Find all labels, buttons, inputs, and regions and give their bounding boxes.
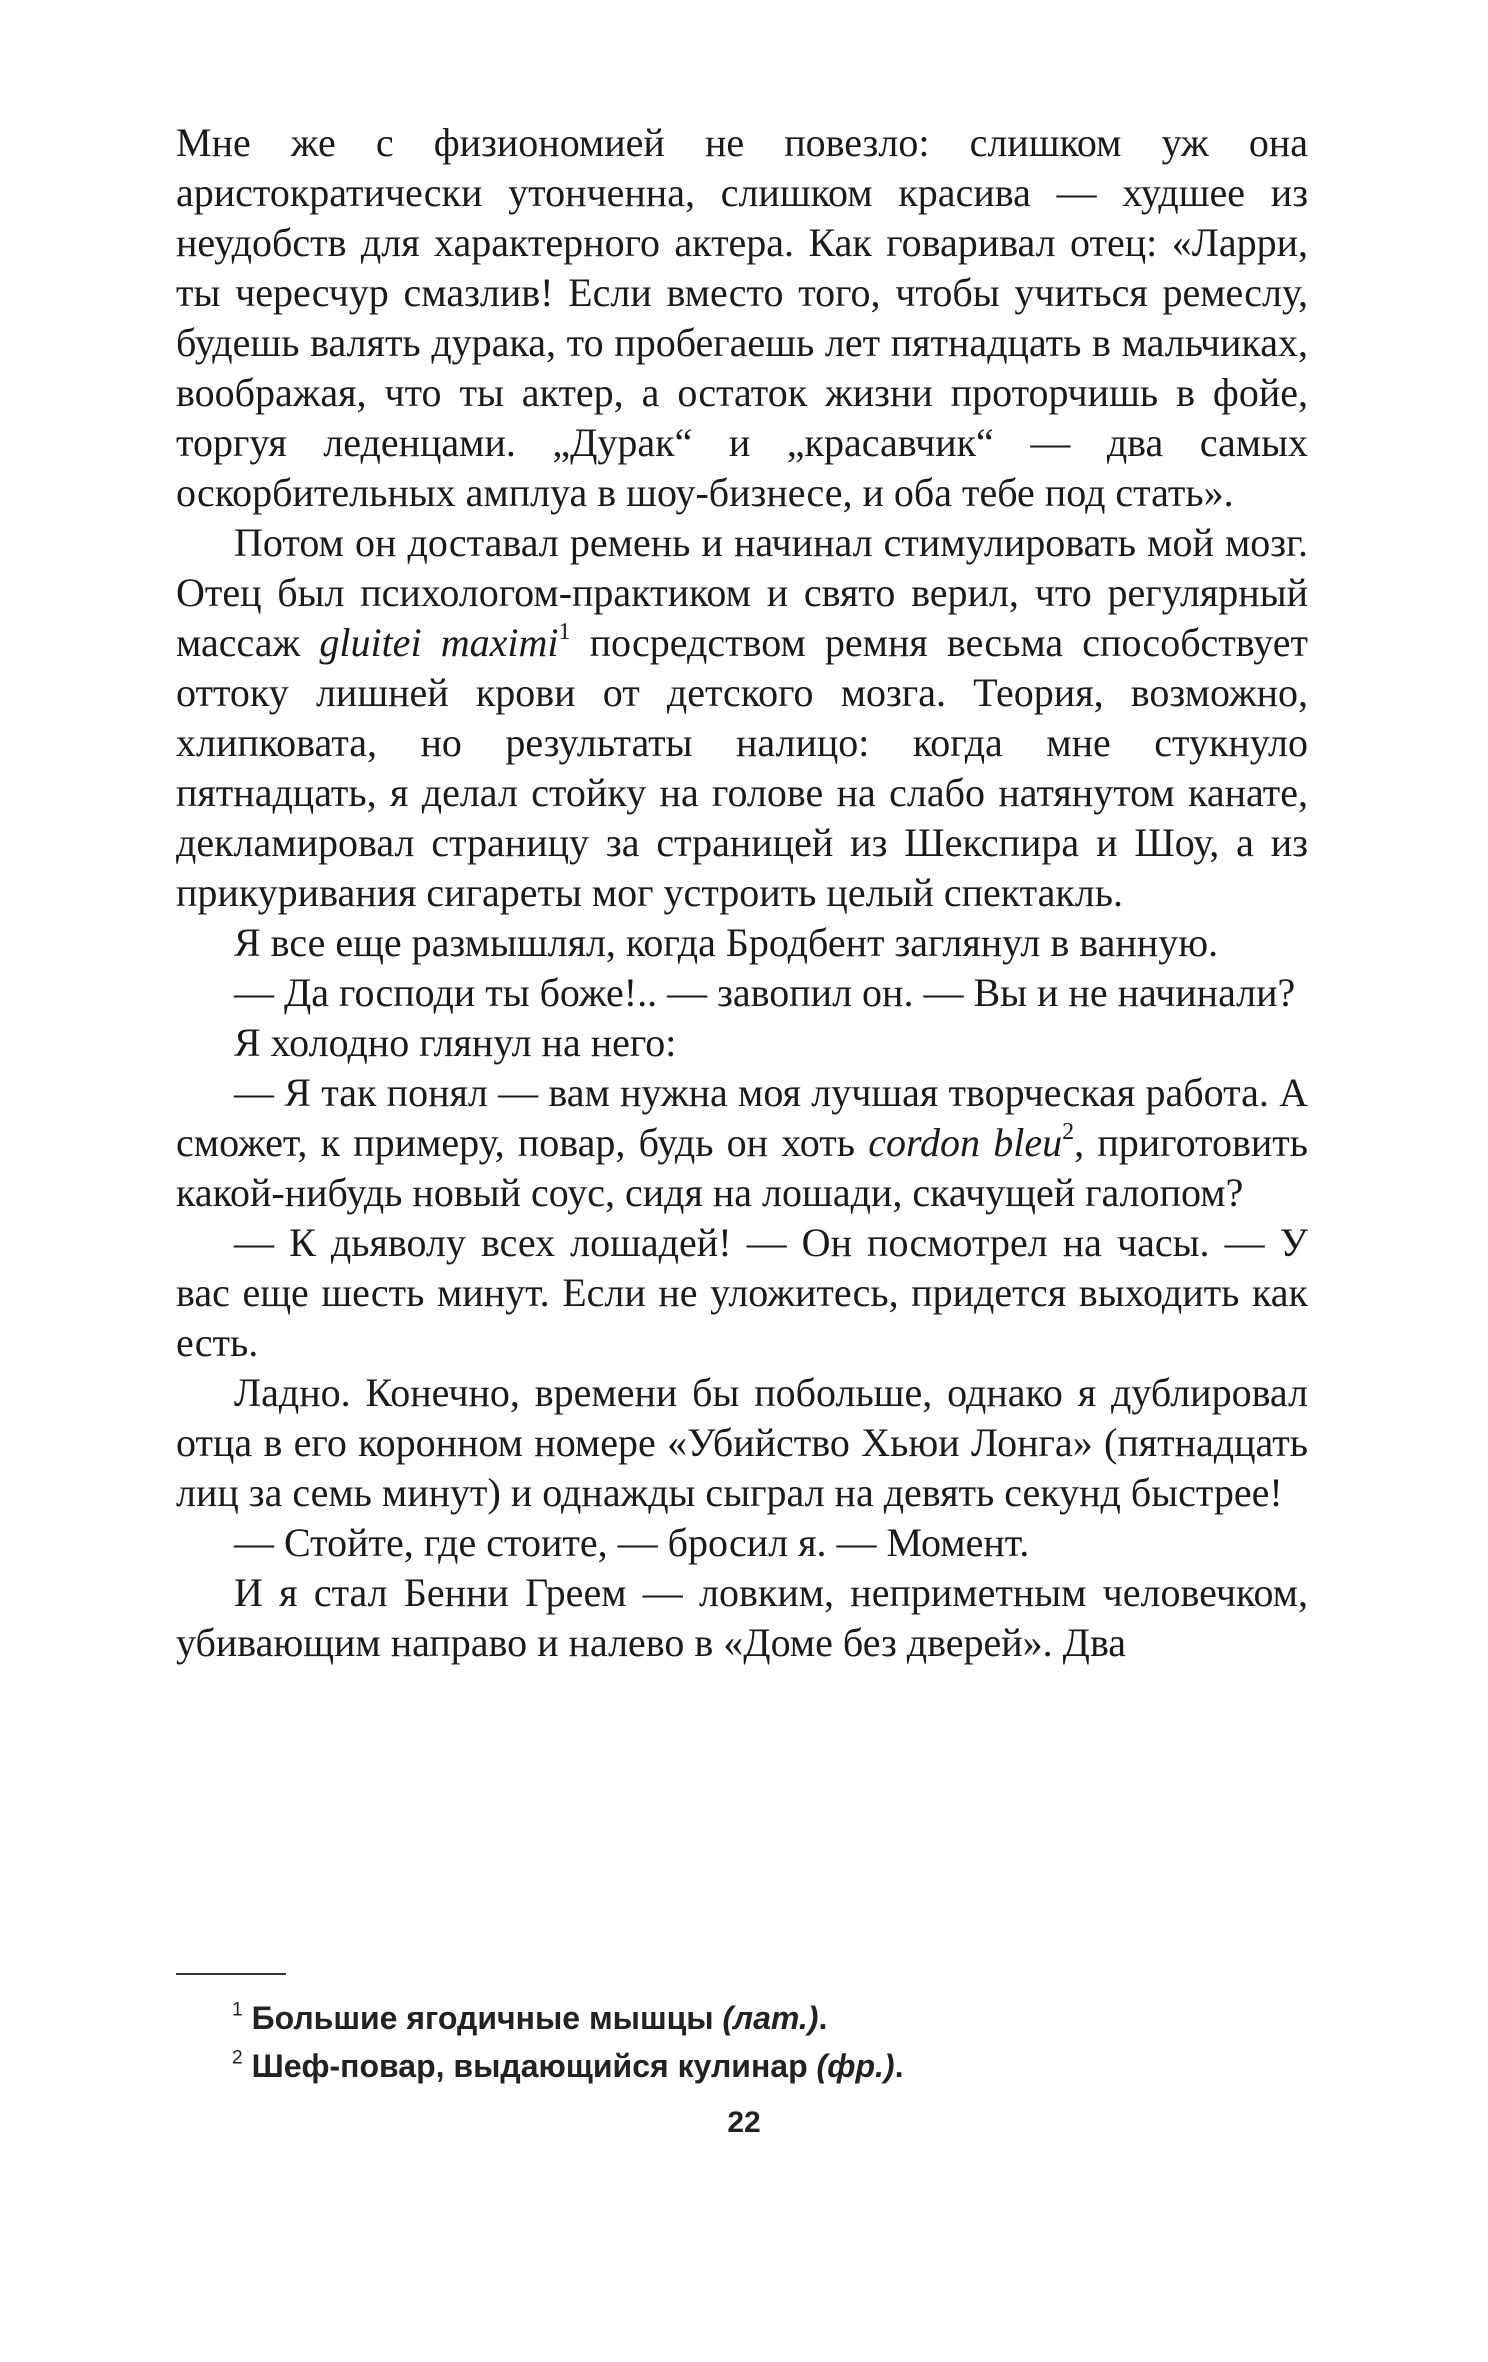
paragraph-5: Я холодно глянул на него: (234, 1020, 677, 1065)
footnote-lang: (фр.) (816, 2048, 895, 2084)
paragraph-6 (176, 1068, 1308, 1218)
paragraph-6-end: , приготовить какой-нибудь новый соус, сидя на лошади, скачущей галопом? (176, 1120, 1309, 1215)
footnote-2 (232, 2042, 903, 2090)
paragraph-6-start: — Я так понял — вам нужна моя лучшая творческая работа. А сможет, к примеру, повар, будь он хоть (176, 1070, 1308, 1165)
footnote-lang: (лат.) (722, 2000, 819, 2036)
paragraph-2-start: Потом он доставал ремень и начинал стимулировать мой мозг. Отец был психологом-практиком и свято верил, что регулярный массаж (176, 520, 1308, 665)
paragraph-7: — К дьяволу всех лошадей! — Он посмотрел на часы. — У вас еще шесть минут. Если не уложитесь, придется выходить как есть. (176, 1220, 1308, 1365)
paragraph-4: — Да господи ты боже!.. — завопил он. — Вы и не начинали? (234, 970, 1296, 1015)
paragraph-8: Ладно. Конечно, времени бы побольше, однако я дублировал отца в его коронном номере «Убийство Хьюи Лонга» (пятнадцать лиц за семь минут) и однажды сыграл на девять секунд быстрее! (176, 1370, 1308, 1515)
french-term: cordon bleu (868, 1120, 1063, 1165)
latin-term: gluitei maximi (319, 620, 559, 665)
footnote-ref-1: 1 (558, 619, 571, 646)
footnotes (232, 1994, 903, 2090)
footnote-num: 1 (232, 1999, 243, 2021)
footnote-ref-2: 2 (1062, 1119, 1075, 1146)
paragraph-1: Мне же с физиономией не повезло: слишком уж она аристократически утонченна, слишком красива — худшее из неудобств для характерного актера. Как говаривал отец: «Ларри, ты чересчур смазлив! Если вместо того, чтобы учиться ремеслу, будешь валять дурака, то пробегаешь лет пятнадцать в мальчиках, воображая, что ты актер, а остаток жизни проторчишь в фойе, торгуя леденцами. „Дурак“ и „красавчик“ — два самых оскорбительных амплуа в шоу-бизнесе, и оба тебе под стать». (176, 120, 1308, 515)
footnote-text: Шеф-повар, выдающийся кулинар (251, 2048, 817, 2084)
paragraph-2 (176, 518, 1308, 918)
footnote-divider (176, 1973, 286, 1975)
paragraph-3: Я все еще размышлял, когда Бродбент заглянул в ванную. (234, 920, 1219, 965)
paragraph-9: — Стойте, где стоите, — бросил я. — Момент. (234, 1520, 1030, 1565)
paragraph-10: И я стал Бенни Греем — ловким, неприметным человечком, убивающим направо и налево в «Доме без дверей». Два (176, 1570, 1308, 1665)
footnote-end: . (894, 2048, 904, 2084)
footnote-text: Большие ягодичные мышцы (251, 2000, 723, 2036)
footnote-1 (232, 1994, 903, 2042)
paragraph-2-end: посредством ремня весьма способствует оттоку лишней крови от детского мозга. Теория, возможно, хлипковата, но результаты налицо: когда мне стукнуло пятнадцать, я делал стойку на голове на слабо натянутом канате, декламировал страницу за страницей из Шекспира и Шоу, а из прикуривания сигареты мог устроить целый спектакль. (176, 620, 1309, 915)
body-text (176, 118, 1308, 1668)
footnote-end: . (818, 2000, 828, 2036)
page-number: 22 (727, 2106, 761, 2139)
footnote-num: 2 (232, 2047, 243, 2069)
